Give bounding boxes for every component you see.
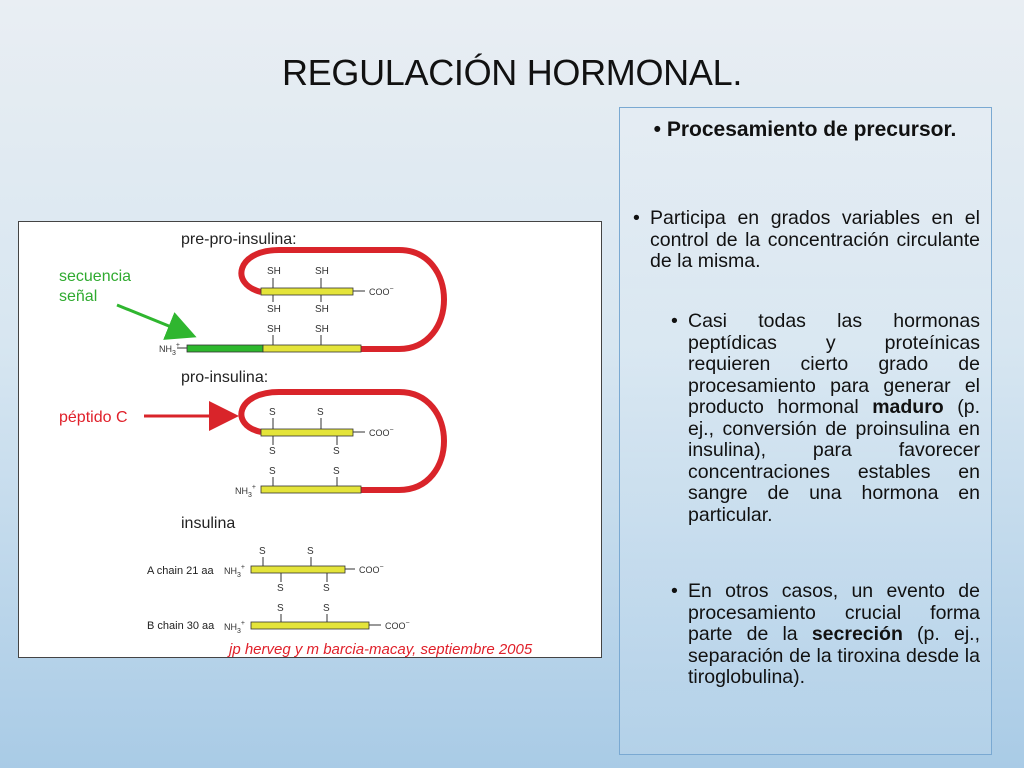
s-label: S	[307, 546, 314, 557]
s-label: S	[277, 583, 284, 594]
insulin-b-chain	[251, 622, 369, 629]
s-label: S	[277, 603, 284, 614]
s-label: S	[333, 466, 340, 477]
coo-label: COO−	[359, 564, 384, 575]
nh3-label: $NH_3^+$	[224, 620, 245, 635]
bullet-text: Participa en grados variables en el control de la concentración circulante de la misma.	[650, 207, 980, 272]
credit-text: jp herveg y m barcia-macay, septiembre 2005	[229, 641, 533, 658]
slide-title: REGULACIÓN HORMONAL.	[281, 52, 743, 93]
sh-label: SH	[315, 266, 329, 277]
label-insulin: insulina	[181, 515, 236, 532]
insulin-processing-diagram	[18, 221, 602, 658]
s-label: S	[317, 407, 324, 418]
panel-heading	[640, 118, 970, 142]
nh3-label: $NH_3^+$	[224, 564, 245, 579]
coo-label: COO−	[385, 620, 410, 631]
bullet-text: (p. ej., conversión de proinsulina en insulina), para favorecer concentraciones estables en sangre de una hormona en particular.	[688, 396, 980, 526]
bullet: •	[671, 310, 678, 332]
coo-label: COO−	[369, 427, 394, 438]
text-panel	[619, 107, 992, 755]
panel-heading-text: Procesamiento de precursor.	[666, 118, 957, 141]
preproinsulin-signal-peptide	[187, 345, 263, 352]
proinsulin-b-chain	[261, 486, 361, 493]
label-proinsulin: pro-insulina:	[181, 369, 269, 386]
sh-label: SH	[315, 304, 329, 315]
s-label: S	[269, 446, 276, 457]
bullet-item	[671, 580, 980, 689]
bullet-bold-text: secreción	[811, 623, 903, 645]
bullet-item	[633, 207, 980, 273]
bullet-text: Casi todas las hormonas peptídicas y proteínicas requieren cierto grado de procesamiento para generar el producto hormonal	[688, 310, 980, 418]
label-secuencia: secuencia	[59, 268, 132, 285]
sh-label: SH	[267, 266, 281, 277]
coo-label: COO−	[369, 286, 394, 297]
label-b-chain: B chain 30 aa	[147, 620, 215, 632]
sh-label: SH	[267, 324, 281, 335]
bullet-item	[671, 310, 980, 526]
bullet-bold-text: maduro	[872, 396, 944, 418]
s-label: S	[323, 603, 330, 614]
s-label: S	[269, 407, 276, 418]
signal-arrow	[117, 305, 191, 335]
preproinsulin-a-chain	[261, 288, 353, 295]
s-label: S	[323, 583, 330, 594]
insulin-a-chain	[251, 566, 345, 573]
sh-label: SH	[267, 304, 281, 315]
s-label: S	[259, 546, 266, 557]
sh-label: SH	[315, 324, 329, 335]
label-senal: señal	[59, 288, 98, 305]
s-label: S	[269, 466, 276, 477]
nh3-label: $NH_3^+$	[235, 484, 256, 499]
bullet: •	[671, 580, 678, 602]
label-a-chain: A chain 21 aa	[147, 565, 214, 577]
diagram-svg	[19, 222, 603, 659]
s-label: S	[333, 446, 340, 457]
preproinsulin-b-chain	[263, 345, 361, 352]
nh3-label: $NH_3^+$	[159, 342, 180, 357]
proinsulin-a-chain	[261, 429, 353, 436]
bullet-text: En otros casos, un evento de procesamiento crucial forma parte de la	[688, 580, 980, 645]
bullet: •	[653, 118, 662, 141]
label-preproinsulin: pre-pro-insulina:	[181, 231, 297, 248]
label-peptido-c: péptido C	[59, 409, 128, 426]
bullet-text: (p. ej., separación de la tiroxina desde la tiroglobulina).	[688, 623, 980, 688]
bullet: •	[633, 207, 640, 229]
